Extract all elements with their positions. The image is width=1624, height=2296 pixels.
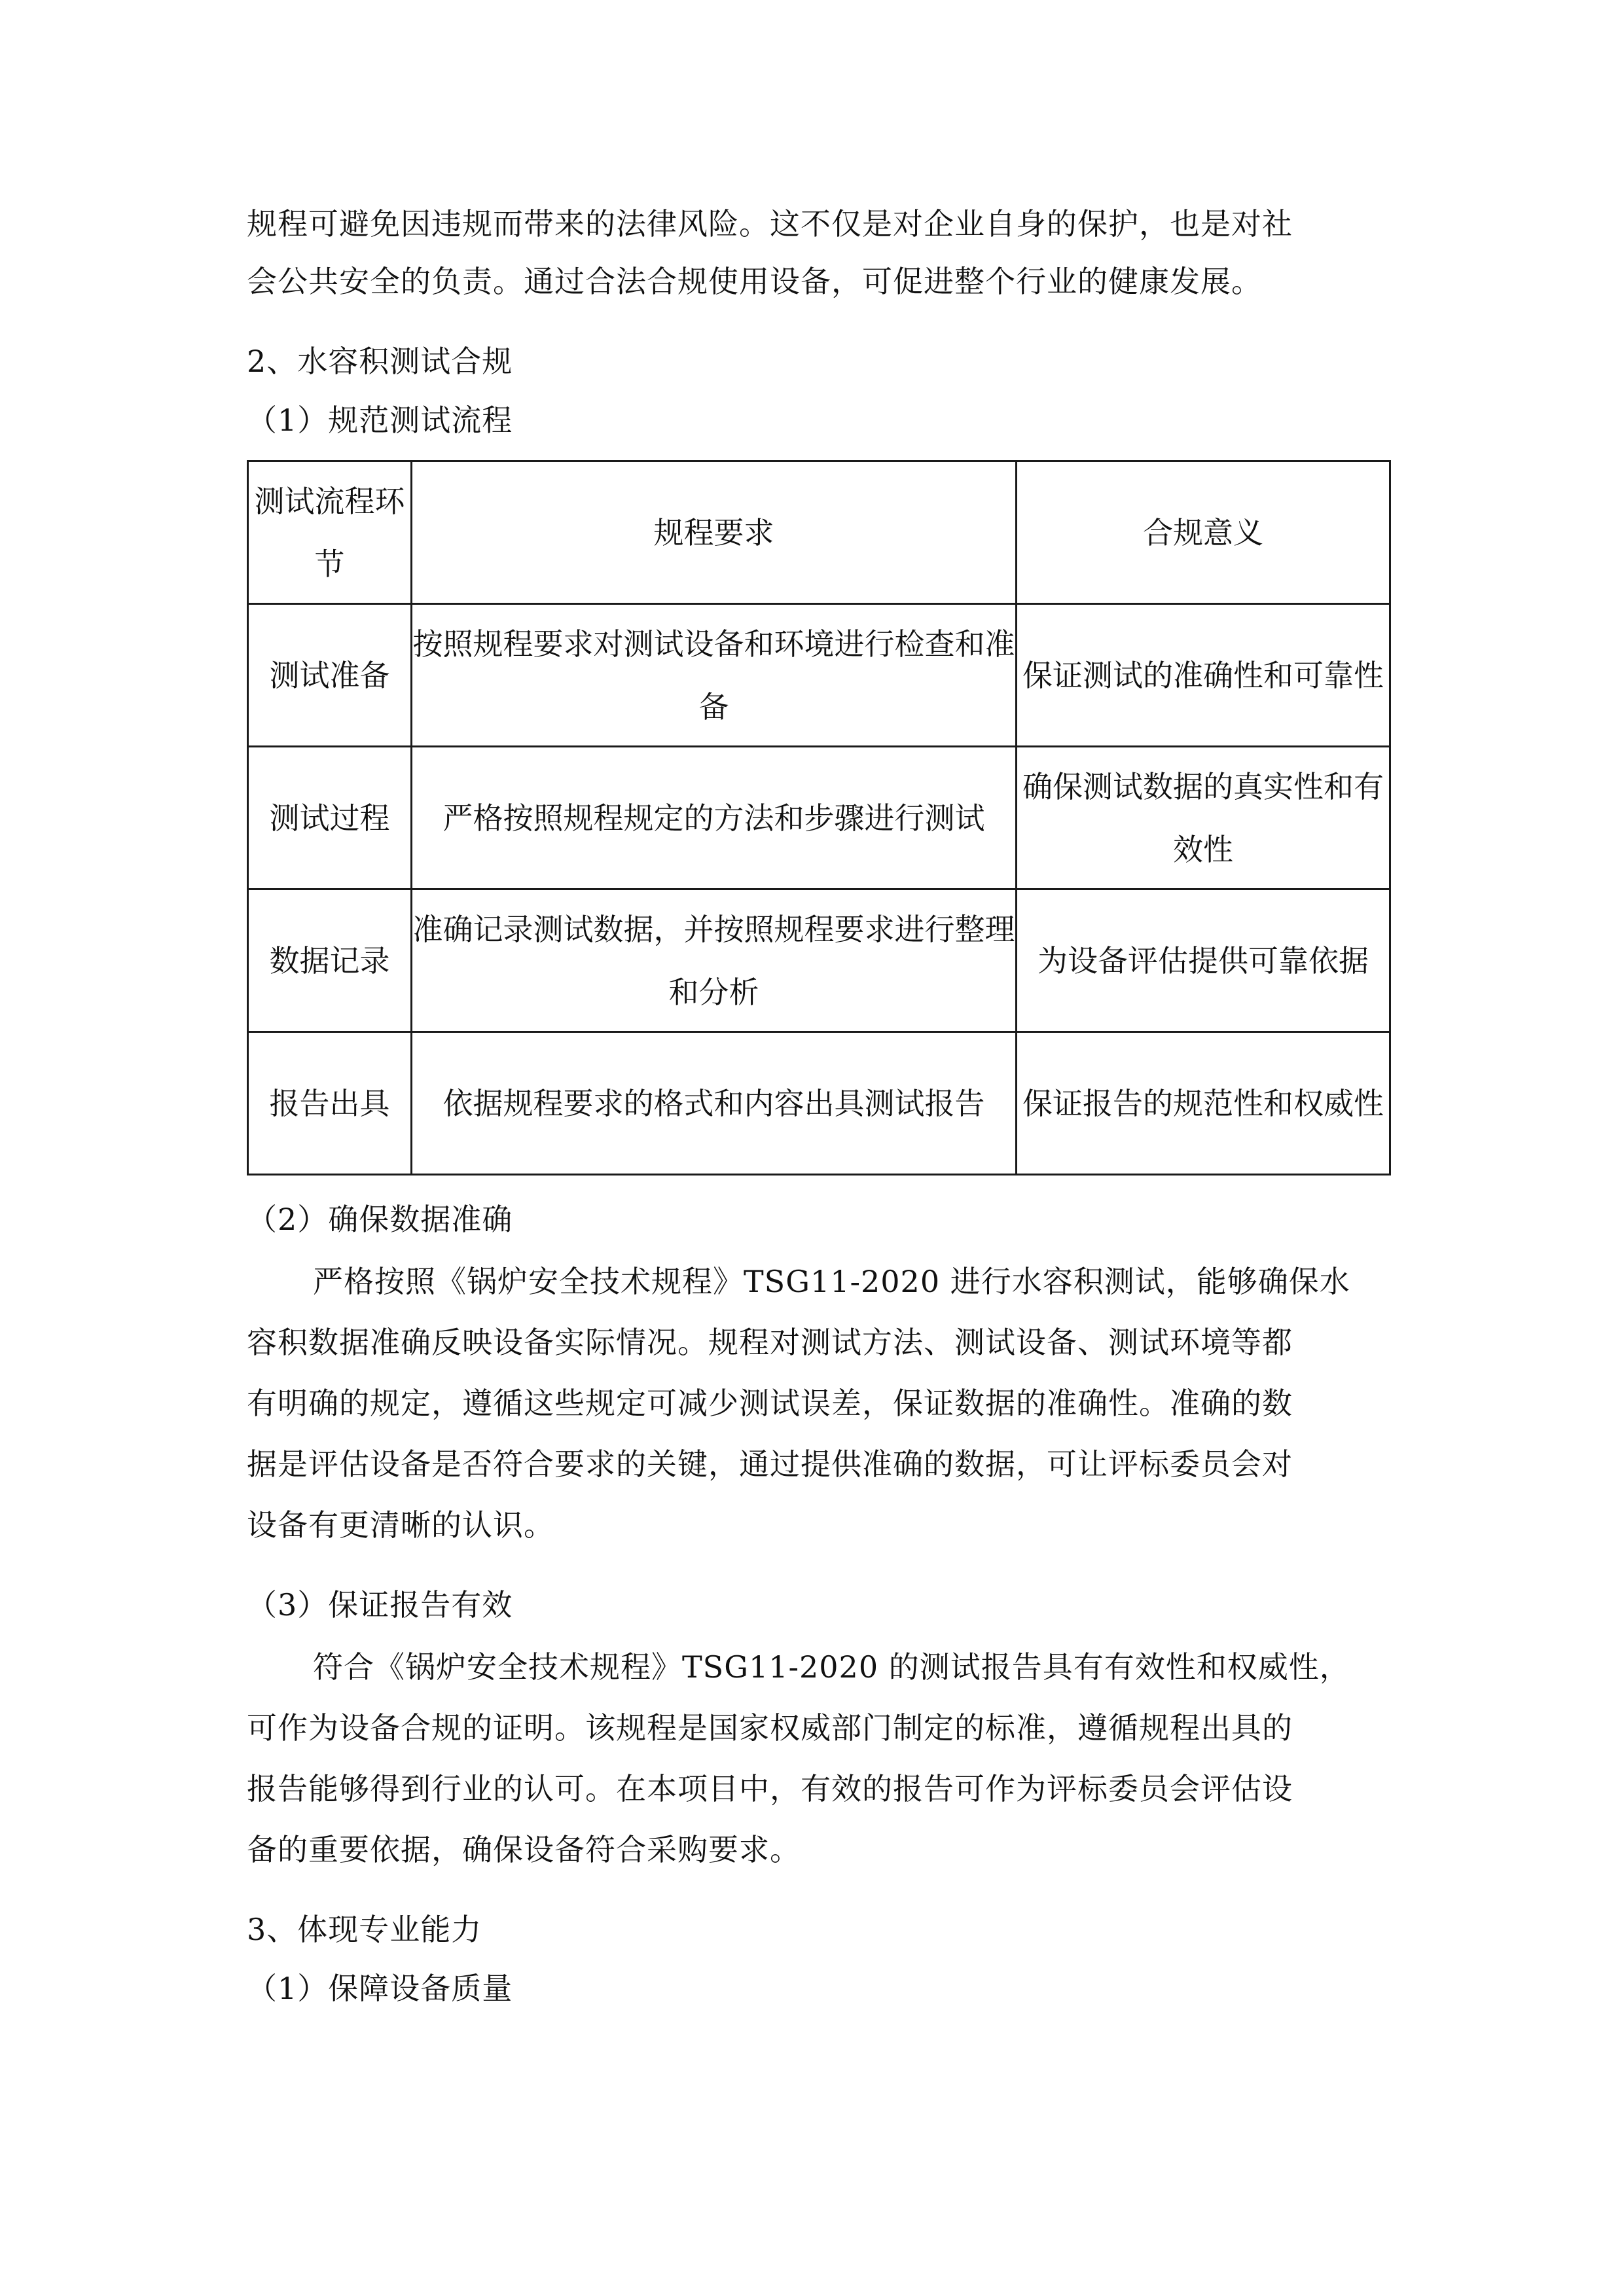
- table-header-cell: 规程要求: [412, 461, 1017, 604]
- section-2-heading: 2、水容积测试合规: [247, 344, 513, 379]
- section-2-2-line-2: 容积数据准确反映设备实际情况。规程对测试方法、测试设备、测试环境等都: [247, 1325, 1293, 1360]
- table-row: [248, 747, 1390, 889]
- section-2-2-line-1: 严格按照《锅炉安全技术规程》TSG11-2020 进行水容积测试，能够确保水: [313, 1264, 1350, 1299]
- table-cell: 测试过程: [248, 747, 412, 889]
- table-cell: 依据规程要求的格式和内容出具测试报告: [412, 1032, 1017, 1175]
- intro-line-1: 规程可避免因违规而带来的法律风险。这不仅是对企业自身的保护，也是对社: [247, 206, 1293, 242]
- table-cell: 保证测试的准确性和可靠性: [1017, 604, 1390, 747]
- section-3-heading: 3、体现专业能力: [247, 1912, 482, 1947]
- intro-line-2: 会公共安全的负责。通过合法合规使用设备，可促进整个行业的健康发展。: [247, 264, 1262, 299]
- table-row: [248, 1032, 1390, 1175]
- table-cell: 数据记录: [248, 889, 412, 1032]
- table-cell: 确保测试数据的真实性和有效性: [1017, 747, 1390, 889]
- section-2-2-heading: （2）确保数据准确: [247, 1202, 513, 1237]
- section-2-1-heading: （1）规范测试流程: [247, 403, 513, 438]
- section-2-2-line-4: 据是评估设备是否符合要求的关键，通过提供准确的数据，可让评标委员会对: [247, 1446, 1293, 1482]
- table-cell: 保证报告的规范性和权威性: [1017, 1032, 1390, 1175]
- table-header-cell: 测试流程环节: [248, 461, 412, 604]
- table-header-cell: 合规意义: [1017, 461, 1390, 604]
- test-process-table: [247, 460, 1391, 1175]
- table-cell: 准确记录测试数据，并按照规程要求进行整理和分析: [412, 889, 1017, 1032]
- table-cell: 测试准备: [248, 604, 412, 747]
- section-3-1-heading: （1）保障设备质量: [247, 1971, 513, 2006]
- section-2-3-line-3: 报告能够得到行业的认可。在本项目中，有效的报告可作为评标委员会评估设: [247, 1771, 1293, 1806]
- table-cell: 报告出具: [248, 1032, 412, 1175]
- section-2-2-line-5: 设备有更清晰的认识。: [247, 1507, 554, 1543]
- section-2-3-line-1: 符合《锅炉安全技术规程》TSG11-2020 的测试报告具有有效性和权威性，: [313, 1649, 1350, 1685]
- table-row: [248, 604, 1390, 747]
- table-header-row: [248, 461, 1390, 604]
- table-row: [248, 889, 1390, 1032]
- section-2-3-line-4: 备的重要依据，确保设备符合采购要求。: [247, 1832, 801, 1867]
- table-cell: 为设备评估提供可靠依据: [1017, 889, 1390, 1032]
- section-2-3-line-2: 可作为设备合规的证明。该规程是国家权威部门制定的标准，遵循规程出具的: [247, 1710, 1293, 1746]
- table-cell: 按照规程要求对测试设备和环境进行检查和准备: [412, 604, 1017, 747]
- section-2-3-heading: （3）保证报告有效: [247, 1587, 513, 1623]
- table-cell: 严格按照规程规定的方法和步骤进行测试: [412, 747, 1017, 889]
- section-2-2-line-3: 有明确的规定，遵循这些规定可减少测试误差，保证数据的准确性。准确的数: [247, 1386, 1293, 1421]
